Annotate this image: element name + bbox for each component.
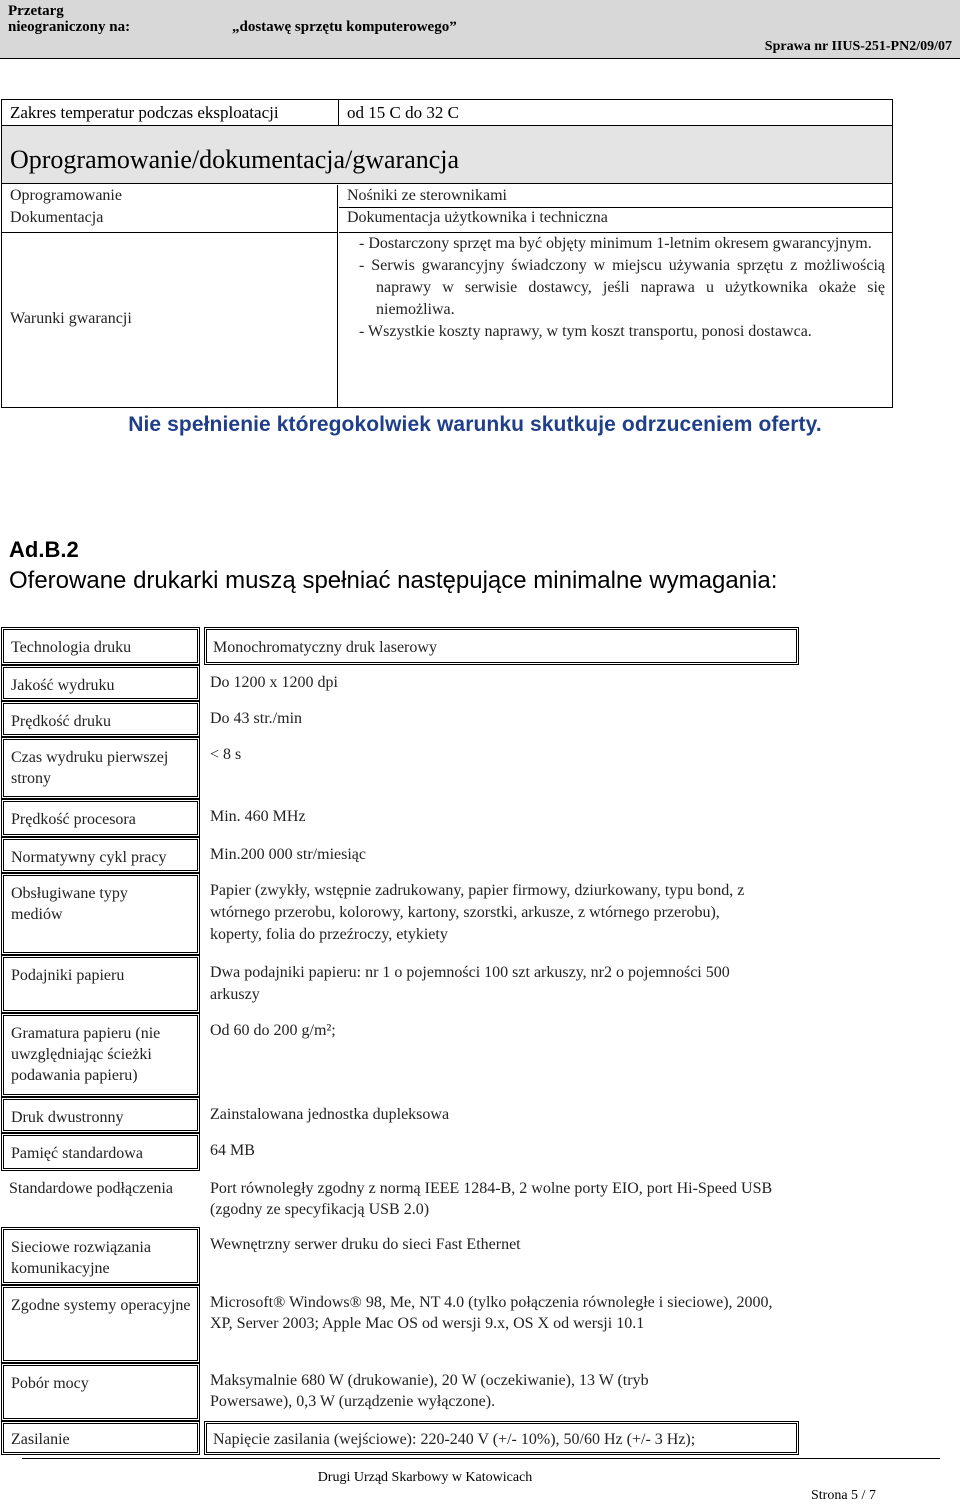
spec-label: Gramatura papieru (nie uwzględniając ścieżki podawania papieru) — [11, 1025, 161, 1084]
spec-value: < 8 s — [210, 746, 242, 763]
column-divider — [338, 100, 339, 126]
documentation-label: Dokumentacja — [10, 209, 104, 226]
spec-label-cell — [1, 701, 200, 737]
spec-label: Sieciowe rozwiązania komunikacyjne — [11, 1239, 151, 1277]
spec-label-cell — [1, 1227, 200, 1285]
spec-value: Od 60 do 200 g/m²; — [210, 1022, 336, 1039]
spec-label: Czas wydruku pierwszej strony — [11, 749, 169, 787]
spec-value: 64 MB — [210, 1142, 255, 1159]
spec-label: Obsługiwane typy mediów — [11, 885, 128, 923]
spec-label-cell — [1, 1133, 200, 1171]
requirements-heading: Oferowane drukarki muszą spełniać następujące minimalne wymagania: — [9, 567, 778, 594]
spec-label: Zgodne systemy operacyjne — [11, 1297, 191, 1314]
spec-label-cell — [1, 799, 200, 837]
header-subject: „dostawę sprzętu komputerowego” — [232, 19, 457, 35]
spec-value-cell — [204, 1363, 799, 1421]
spec-value: Min. 460 MHz — [210, 808, 306, 825]
spec-label-cell — [1, 1171, 200, 1227]
spec-label-cell — [1, 665, 200, 701]
spec-value: Zainstalowana jednostka dupleksowa — [210, 1106, 450, 1123]
documentation-value: Dokumentacja użytkownika i techniczna — [347, 209, 608, 226]
warranty-label: Warunki gwarancji — [10, 310, 132, 327]
spec-value-cell — [204, 737, 799, 799]
spec-label: Jakość wydruku — [11, 677, 115, 694]
spec-label: Zasilanie — [11, 1431, 70, 1448]
page-header — [0, 0, 960, 58]
section-heading-row — [2, 126, 892, 184]
spec-label: Technologia druku — [11, 639, 132, 656]
header-divider — [0, 58, 960, 59]
spec-label-cell — [1, 1013, 200, 1097]
spec-value: Microsoft® Windows® 98, Me, NT 4.0 (tylko połączenia równoległe i sieciowe), 2000, XP, Server 2003; Apple Mac OS od wersji 9.x, OS X od wersji 10.1 — [210, 1294, 773, 1332]
temperature-value: od 15 C do 32 C — [347, 103, 459, 122]
spec-label-cell — [1, 1097, 200, 1133]
warranty-term: - Wszystkie koszty naprawy, w tym koszt transportu, ponosi dostawca. — [359, 323, 812, 340]
spec-value-cell — [204, 627, 799, 665]
spec-label-cell — [1, 837, 200, 873]
spec-value: Monochromatyczny druk laserowy — [213, 639, 437, 656]
spec-label-cell — [1, 873, 200, 955]
spec-value: Dwa podajniki papieru: nr 1 o pojemności 100 szt arkuszy, nr2 o pojemności 500 arkuszy — [210, 964, 730, 1003]
spec-value-cell — [204, 1227, 799, 1285]
spec-label: Standardowe podłączenia — [9, 1180, 173, 1197]
spec-label: Normatywny cykl pracy — [11, 849, 167, 866]
row-divider — [339, 207, 892, 208]
spec-value: Min.200 000 str/miesiąc — [210, 846, 366, 863]
warranty-terms-list — [359, 233, 885, 343]
warranty-term: - Serwis gwarancyjny świadczony w miejscu używania sprzętu z możliwością naprawy w serwisie dostawcy, jeśli naprawa u użytkownika okaże się niemożliwa. — [359, 257, 885, 318]
spec-value-cell — [204, 1097, 799, 1133]
header-tender-type-line2: nieograniczony na: — [8, 19, 131, 35]
row-divider — [2, 232, 337, 233]
spec-value-cell — [204, 837, 799, 873]
header-case-number: Sprawa nr IIUS-251-PN2/09/07 — [764, 39, 952, 54]
spec-label-cell — [1, 627, 200, 665]
spec-value-cell — [204, 955, 799, 1013]
spec-value: Do 43 str./min — [210, 710, 303, 727]
software-label: Oprogramowanie — [10, 187, 122, 204]
spec-value-cell — [204, 1171, 799, 1227]
spec-value-cell — [204, 701, 799, 737]
value-column — [339, 185, 892, 407]
header-tender-type-line1: Przetarg — [8, 3, 64, 19]
spec-label-cell — [1, 1363, 200, 1421]
temperature-label: Zakres temperatur podczas eksploatacji — [10, 103, 279, 122]
section-title: Oprogramowanie/dokumentacja/gwarancja — [10, 145, 460, 174]
page-number: Strona 5 / 7 — [811, 1488, 876, 1503]
footer-office: Drugi Urząd Skarbowy w Katowicach — [317, 1470, 533, 1485]
spec-value-cell — [204, 1285, 799, 1363]
temperature-row — [2, 100, 892, 126]
spec-label: Prędkość druku — [11, 713, 111, 730]
spec-value-cell — [204, 1421, 799, 1455]
spec-value-cell — [204, 873, 799, 955]
spec-value: Wewnętrzny serwer druku do sieci Fast Ethernet — [210, 1236, 521, 1253]
label-column — [2, 185, 338, 407]
spec-label: Prędkość procesora — [11, 811, 136, 828]
spec-value: Maksymalnie 680 W (drukowanie), 20 W (oczekiwanie), 13 W (tryb Powersawe), 0,3 W (urządzenie wyłączone). — [210, 1372, 649, 1410]
spec-label-cell — [1, 1285, 200, 1363]
software-value: Nośniki ze sterownikami — [347, 187, 507, 204]
software-warranty-table — [1, 99, 893, 408]
spec-value-cell — [204, 799, 799, 837]
spec-label: Pobór mocy — [11, 1375, 89, 1392]
spec-value: Port równoległy zgodny z normą IEEE 1284-B, 2 wolne porty EIO, port Hi-Speed USB (zgodny ze specyfikacją USB 2.0) — [210, 1180, 773, 1218]
section-number: Ad.B.2 — [9, 537, 79, 562]
spec-label-cell — [1, 737, 200, 799]
spec-label: Podajniki papieru — [11, 967, 125, 984]
spec-value-cell — [204, 1133, 799, 1171]
spec-value: Do 1200 x 1200 dpi — [210, 674, 338, 691]
spec-label: Druk dwustronny — [11, 1109, 124, 1126]
spec-label-cell — [1, 1421, 200, 1455]
spec-value: Napięcie zasilania (wejściowe): 220-240 V (+/- 10%), 50/60 Hz (+/- 3 Hz); — [213, 1431, 696, 1448]
rejection-warning: Nie spełnienie któregokolwiek warunku skutkuje odrzuceniem oferty. — [128, 413, 822, 436]
spec-value-cell — [204, 665, 799, 701]
spec-label-cell — [1, 955, 200, 1013]
spec-value-cell — [204, 1013, 799, 1097]
footer-divider — [22, 1458, 940, 1459]
spec-label: Pamięć standardowa — [11, 1145, 143, 1162]
warranty-term: - Dostarczony sprzęt ma być objęty minimum 1-letnim okresem gwarancyjnym. — [359, 235, 872, 252]
spec-value: Papier (zwykły, wstępnie zadrukowany, papier firmowy, dziurkowany, typu bond, z wtórnego przerobu, kolorowy, kartony, szorstki, arkusze, z wtórnego przerobu), koperty, folia do przeźroczy, etykiety — [210, 882, 745, 943]
